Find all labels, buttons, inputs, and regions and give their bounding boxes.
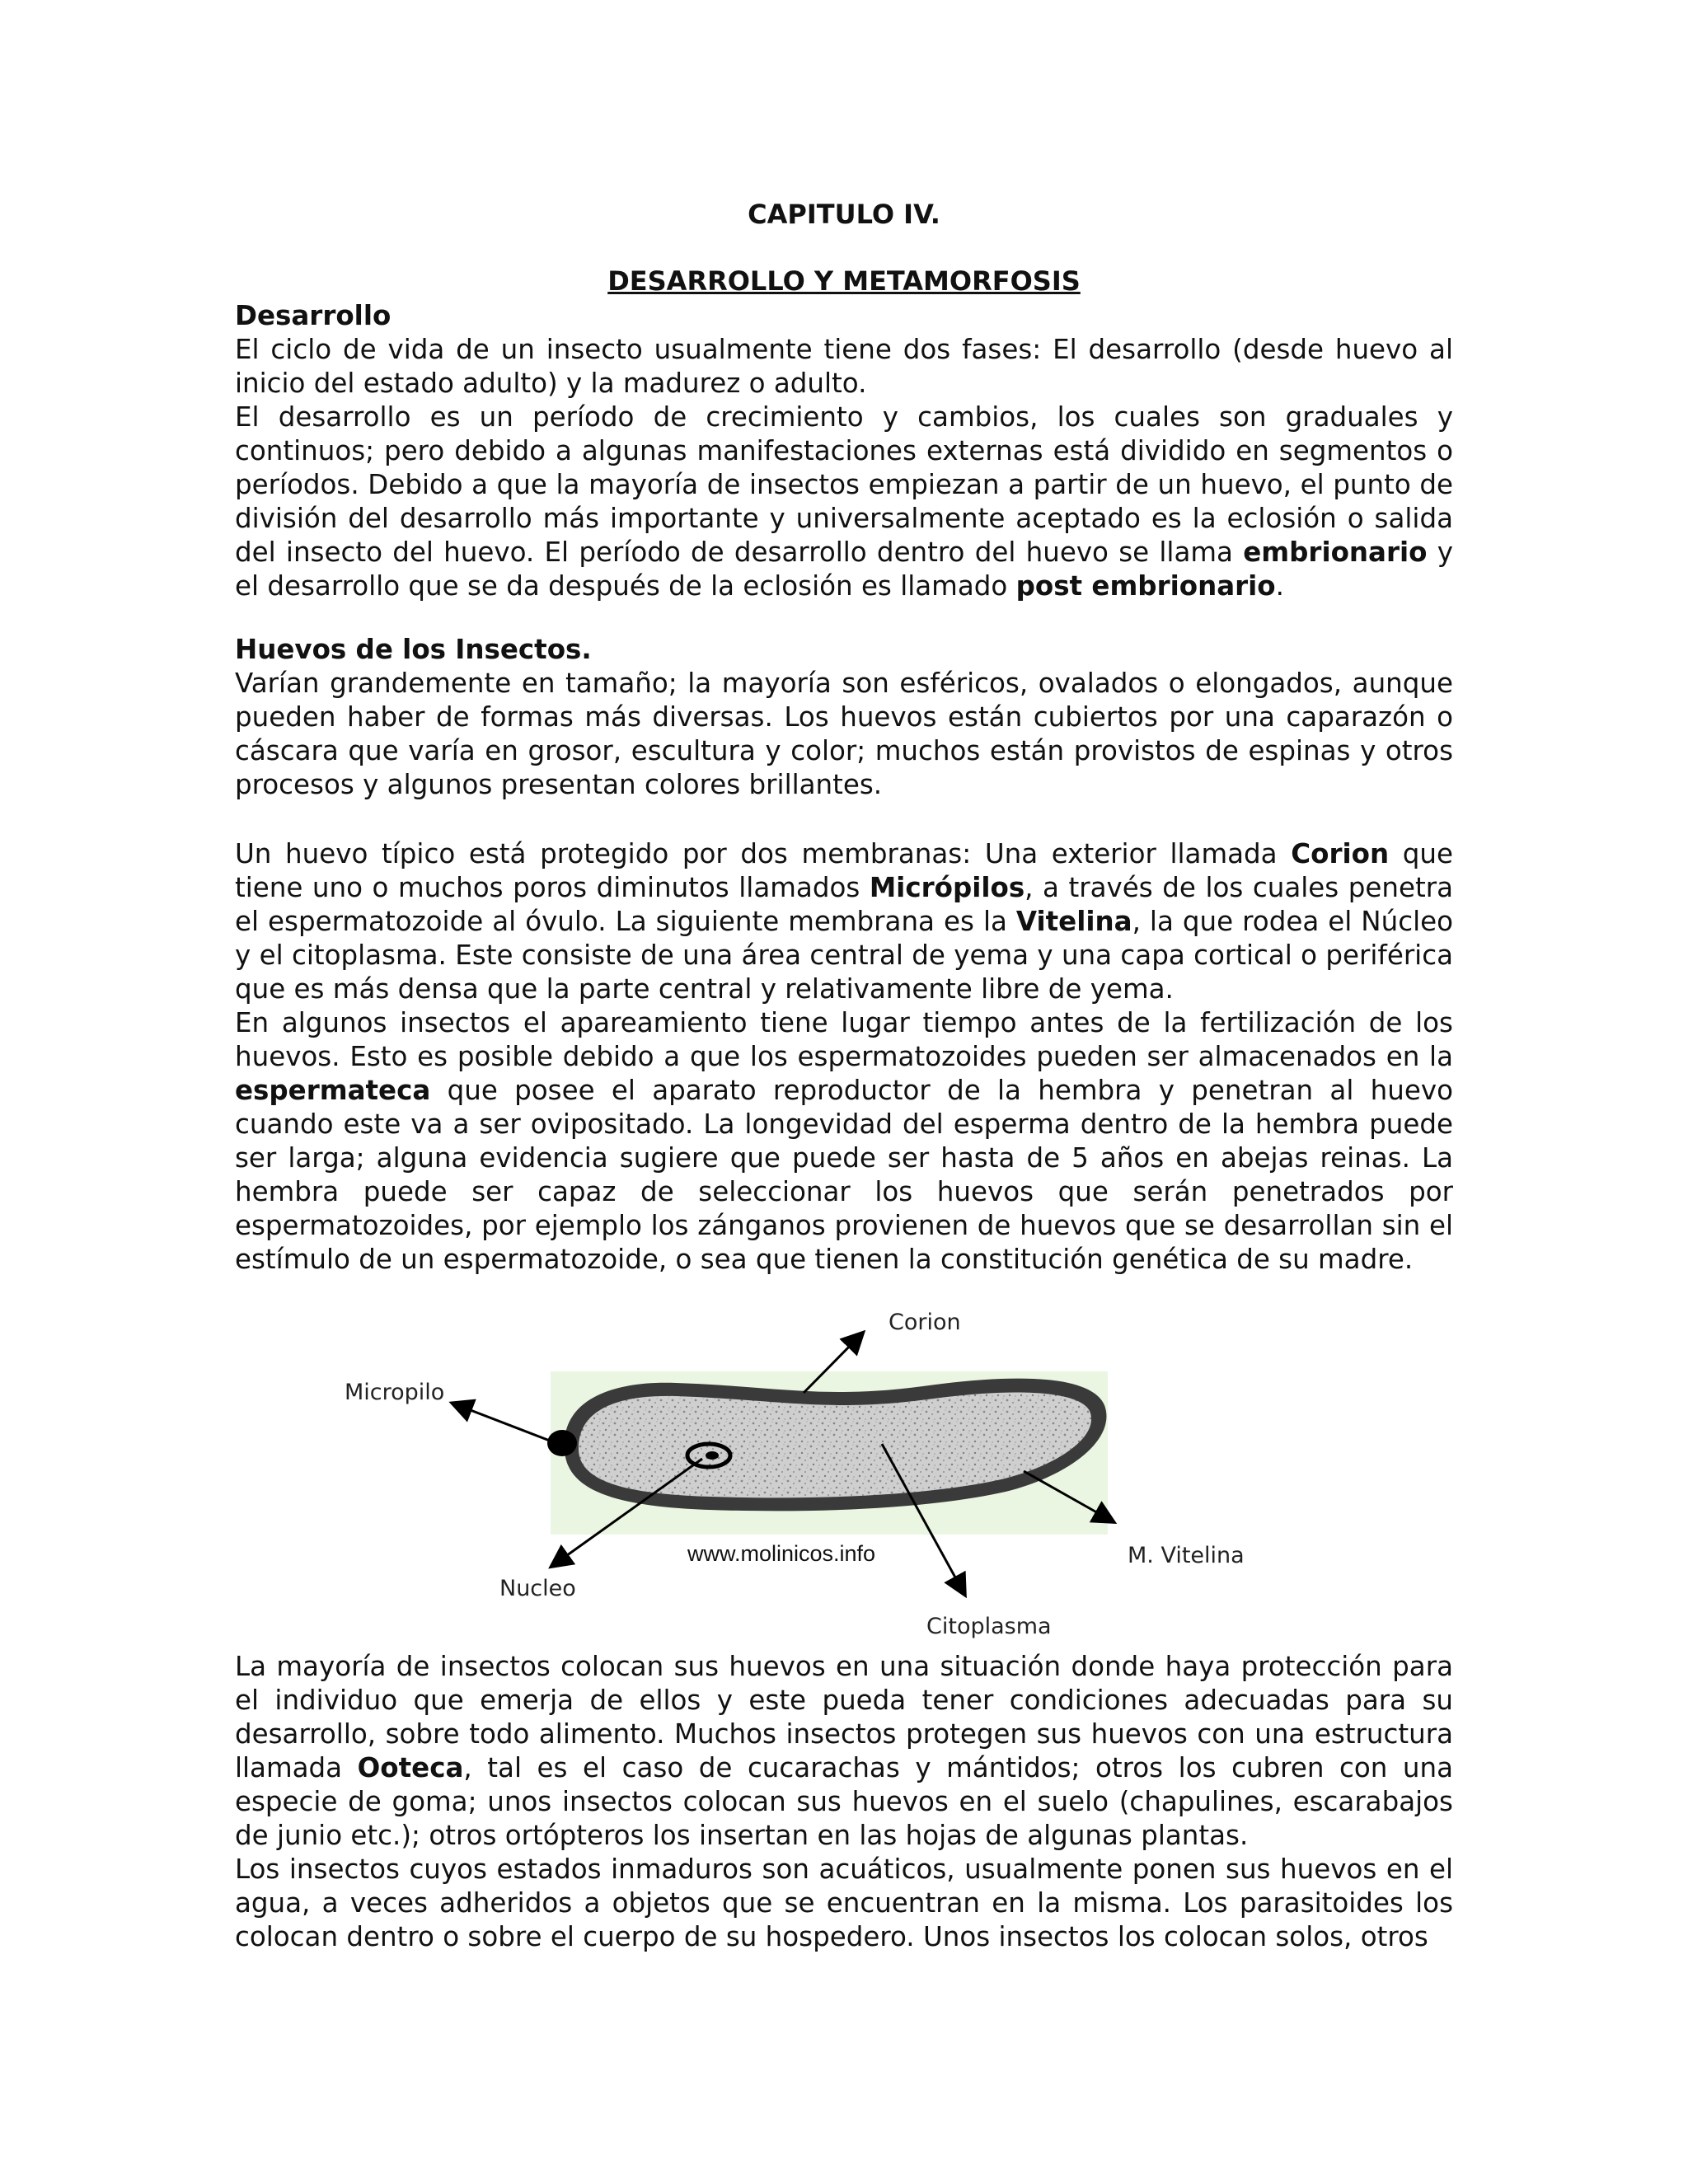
paragraph: El desarrollo es un período de crecimiento y cambios, los cuales son graduales y continuos; pero debido a algunas manifestaciones externas está dividido en segmentos o períodos. Debido a que la mayoría de insectos empiezan a partir de un huevo, el punto de división del desarrollo más importante y universalmente aceptado es la eclosión o salida del insecto del huevo. El período de desarrollo dentro del huevo se llama embrionario y el desarrollo que se da después de la eclosión es llamado post embrionario.: [235, 401, 1453, 602]
watermark-text: www.molinicos.info: [687, 1541, 876, 1566]
bold-term: Corion: [1291, 838, 1390, 869]
egg-diagram-svg: [313, 1294, 1302, 1657]
micropyle-dot: [547, 1430, 577, 1456]
paragraph: La mayoría de insectos colocan sus huevos en una situación donde haya protección para el individuo que emerja de ellos y este pueda tener condiciones adecuadas para su desarrollo, sobre todo alimento. Muchos insectos protegen sus huevos con una estructura llamada Ooteca, tal es el caso de cucarachas y mántidos; otros los cubren con una especie de goma; unos insectos colocan sus huevos en el suelo (chapulines, escarabajos de junio etc.); otros ortópteros los insertan en las hojas de algunas plantas.: [235, 1651, 1453, 1851]
section-heading: Huevos de los Insectos.: [235, 634, 592, 665]
label-micropilo: Micropilo: [345, 1380, 445, 1405]
section-egg-structure: [235, 837, 1453, 1277]
section-heading: Desarrollo: [235, 300, 392, 331]
bold-term: espermateca: [235, 1075, 431, 1106]
paragraph: Los insectos cuyos estados inmaduros son acuáticos, usualmente ponen sus huevos en el agua, a veces adheridos a objetos que se encuentran en la misma. Los parasitoides los colocan dentro o sobre el cuerpo de su hospedero. Unos insectos los colocan solos, otros: [235, 1854, 1453, 1952]
paragraph: El ciclo de vida de un insecto usualmente tiene dos fases: El desarrollo (desde huevo al inicio del estado adulto) y la madurez o adulto.: [235, 334, 1453, 399]
bold-term: Vitelina: [1015, 906, 1132, 937]
bold-term: Micrópilos: [869, 872, 1025, 903]
chapter-title: DESARROLLO Y METAMORFOSIS: [607, 265, 1081, 297]
arrow-micropilo: [453, 1404, 554, 1442]
paragraph: Varían grandemente en tamaño; la mayoría son esféricos, ovalados o elongados, aunque pueden haber de formas más diversas. Los huevos están cubiertos por una caparazón o cáscara que varía en grosor, escultura y color; muchos están provistos de espinas y otros procesos y algunos presentan colores brillantes.: [235, 668, 1453, 800]
label-citoplasma: Citoplasma: [926, 1614, 1052, 1639]
bold-term: post embrionario: [1015, 570, 1276, 602]
bold-term: Ooteca: [357, 1752, 464, 1783]
section-oviposition: [235, 1650, 1453, 1954]
section-huevos: [235, 633, 1453, 802]
label-vitelina: M. Vitelina: [1128, 1543, 1245, 1568]
label-nucleo: Nucleo: [499, 1576, 576, 1601]
chapter-heading: CAPITULO IV.: [748, 199, 940, 230]
bold-term: embrionario: [1243, 537, 1428, 568]
paragraph: En algunos insectos el apareamiento tiene lugar tiempo antes de la fertilización de los huevos. Esto es posible debido a que los espermatozoides pueden ser almacenados en la espermateca que posee el aparato reproductor de la hembra y penetran al huevo cuando este va a ser ovipositado. La longevidad del esperma dentro de la hembra puede ser larga; alguna evidencia sugiere que puede ser hasta de 5 años en abejas reinas. La hembra puede ser capaz de seleccionar los huevos que serán penetrados por espermatozoides, por ejemplo los zánganos provienen de huevos que se desarrollan sin el estímulo de un espermatozoide, o sea que tienen la constitución genética de su madre.: [235, 1007, 1453, 1275]
label-corion: Corion: [889, 1310, 961, 1335]
paragraph: Un huevo típico está protegido por dos membranas: Una exterior llamada Corion que tiene uno o muchos poros diminutos llamados Micrópilos, a través de los cuales penetra el espermatozoide al óvulo. La siguiente membrana es la Vitelina, la que rodea el Núcleo y el citoplasma. Este consiste de una área central de yema y una capa cortical o periférica que es más densa que la parte central y relativamente libre de yema.: [235, 838, 1453, 1005]
nucleus-core: [706, 1451, 719, 1460]
section-desarrollo: [235, 299, 1453, 603]
egg-diagram: [313, 1294, 1302, 1657]
